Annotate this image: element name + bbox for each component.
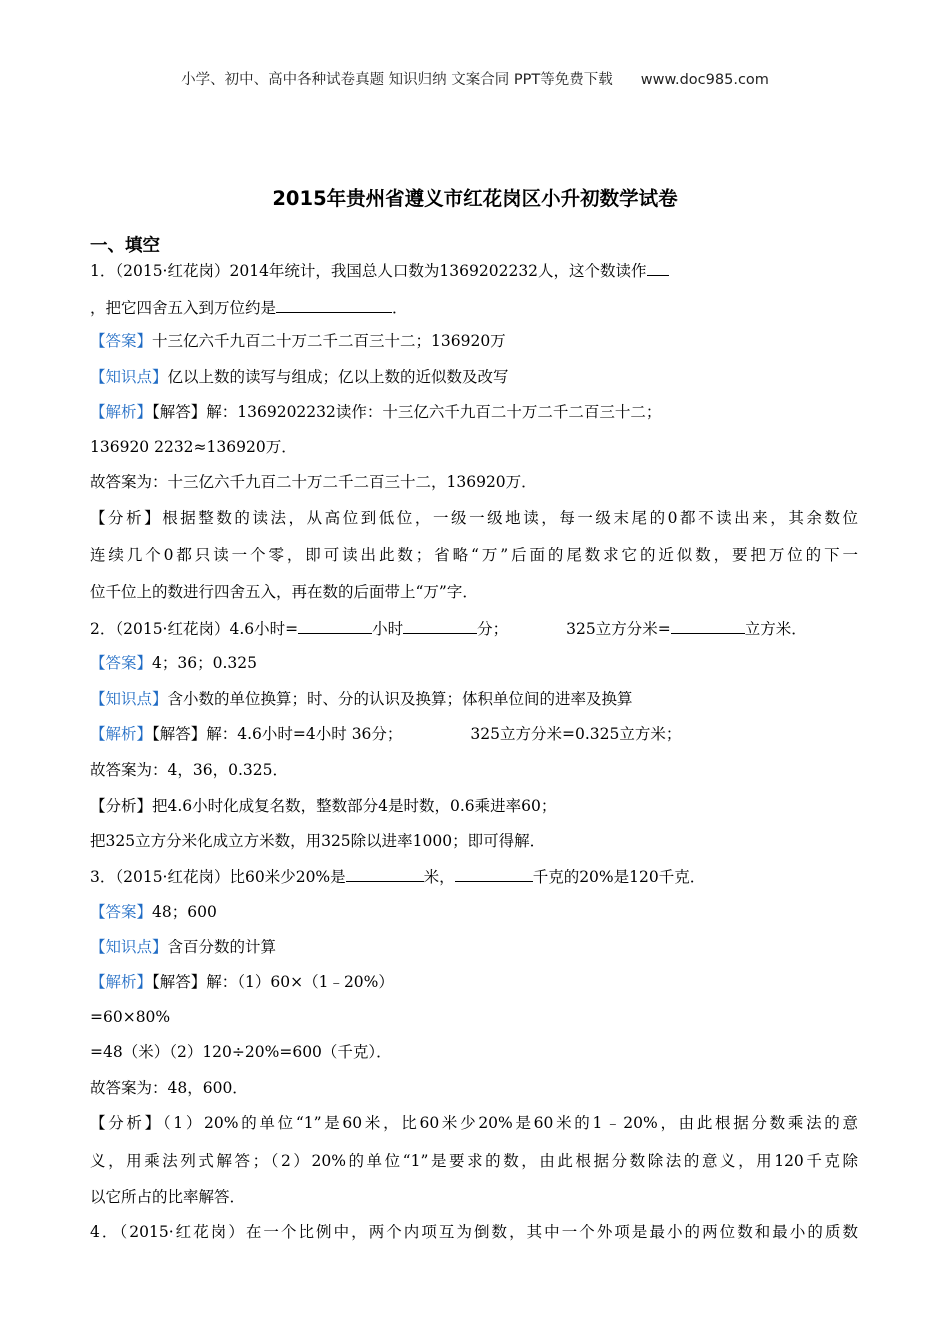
q1-analysis: 【分析】根据整数的读法，从高位到低位，一级一级地读，每一级末尾的0都不读出来，其余数位 xyxy=(90,509,858,527)
q1-solution-line: 故答案为：十三亿六千九百二十万二千二百三十二，136920万． xyxy=(90,473,537,491)
q1-blank-2[interactable] xyxy=(276,296,392,313)
q1-answer: 【答案】十三亿六千九百二十万二千二百三十二；136920万 xyxy=(90,332,506,350)
q3-answer: 【答案】48；600 xyxy=(90,903,217,921)
q1-blank-1[interactable] xyxy=(647,259,669,276)
q2-answer: 【答案】4；36；0.325 xyxy=(90,654,257,672)
q3-stem: 3．（2015·红花岗）比60米少20%是 米， 千克的20%是120千克． xyxy=(90,865,705,888)
q3-blank-2[interactable] xyxy=(455,865,533,882)
q3-analysis: 义，用乘法列式解答；（2）20%的单位“1”是要求的数，由此根据分数除法的意义，用120千克除 xyxy=(90,1152,858,1170)
q2-blank-2[interactable] xyxy=(403,617,477,634)
q2-stem: 2．（2015·红花岗）4.6小时= 小时 分； 325立方分米= 立方米． xyxy=(90,617,807,640)
q2-analysis: 把325立方分米化成立方米数，用325除以进率1000；即可得解． xyxy=(90,832,546,850)
q1-solution: 【解析】【解答】解：1369202232读作：十三亿六千九百二十万二千二百三十二； xyxy=(90,403,662,421)
q1-analysis: 连续几个0都只读一个零，即可读出此数；省略“万”后面的尾数求它的近似数，要把万位的下一 xyxy=(90,546,858,564)
q2-blank-3[interactable] xyxy=(671,617,745,634)
q1-analysis: 位千位上的数进行四舍五入，再在数的后面带上“万”字． xyxy=(90,583,478,601)
page-header xyxy=(0,68,950,89)
page-title: 2015年贵州省遵义市红花岗区小升初数学试卷 xyxy=(272,187,678,210)
q1-solution-line: 136920 2232≈136920万． xyxy=(90,438,297,456)
q3-solution-line: =60×80% xyxy=(90,1008,171,1026)
q3-analysis: 以它所占的比率解答． xyxy=(90,1188,246,1206)
q2-analysis: 【分析】把4.6小时化成复名数，整数部分4是时数，0.6乘进率60； xyxy=(90,797,557,815)
q3-solution-line: =48（米）（2）120÷20%=600（千克）． xyxy=(90,1043,392,1061)
q3-solution-line: 故答案为：48，600． xyxy=(90,1079,248,1097)
header-url[interactable]: www.doc985.com xyxy=(640,72,769,88)
q3-knowledge: 【知识点】含百分数的计算 xyxy=(90,938,277,956)
q3-solution: 【解析】【解答】解：（1）60×（1﹣20%） xyxy=(90,973,394,991)
q2-knowledge: 【知识点】含小数的单位换算；时、分的认识及换算；体积单位间的进率及换算 xyxy=(90,690,633,708)
q1-stem-cont: ，把它四舍五入到万位约是 ． xyxy=(90,296,408,319)
q2-blank-1[interactable] xyxy=(298,617,372,634)
q1-knowledge: 【知识点】亿以上数的读写与组成；亿以上数的近似数及改写 xyxy=(90,368,509,386)
section-heading: 一、填空 xyxy=(90,236,160,256)
q3-analysis: 【分析】（1）20%的单位“1”是60米，比60米少20%是60米的1﹣20%，由此根据分数乘法的意 xyxy=(90,1114,858,1132)
q3-blank-1[interactable] xyxy=(346,865,424,882)
header-text: 小学、初中、高中各种试卷真题 知识归纳 文案合同 PPT等免费下载 xyxy=(181,72,613,88)
q2-solution: 【解析】【解答】解：4.6小时=4小时 36分； 325立方分米=0.325立方米； xyxy=(90,725,682,743)
q1-stem: 1．（2015·红花岗）2014年统计，我国总人口数为1369202232人，这个数读作 xyxy=(90,259,669,282)
q4-stem: 4．（2015·红花岗）在一个比例中，两个内项互为倒数，其中一个外项是最小的两位数和最小的质数 xyxy=(90,1223,858,1241)
q2-solution-line: 故答案为：4，36，0.325． xyxy=(90,761,288,779)
